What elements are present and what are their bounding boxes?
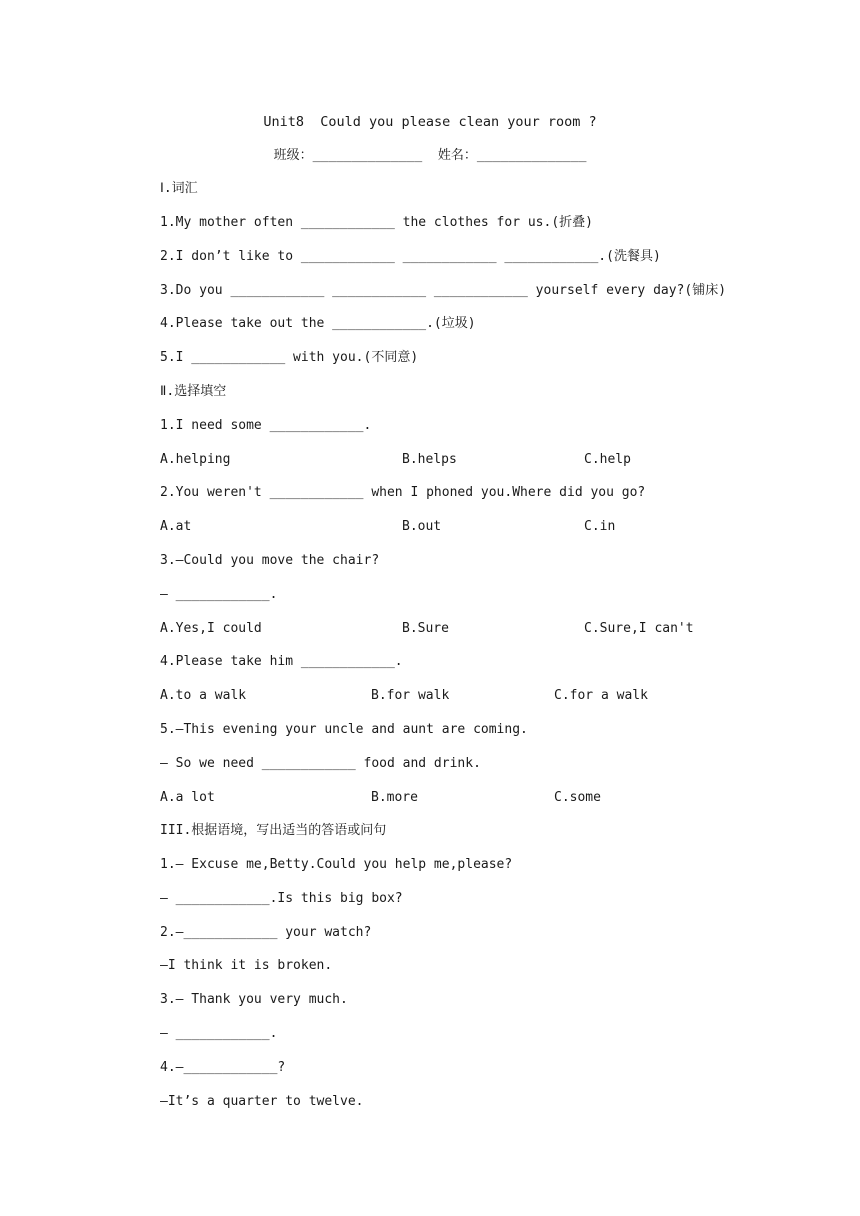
choice-question-4: 4.Please take him ____________. <box>160 654 403 669</box>
q4-option-b: B.for walk <box>371 688 450 703</box>
section-2-heading: Ⅱ.选择填空 <box>160 384 227 399</box>
choice-question-1: 1.I need some ____________. <box>160 418 372 433</box>
choice-question-3: 3.—Could you move the chair? <box>160 553 380 568</box>
q5-option-c: C.some <box>554 790 601 805</box>
dialogue-line-1: 1.— Excuse me,Betty.Could you help me,please? <box>160 857 513 872</box>
q3-option-b: B.Sure <box>402 621 449 636</box>
dialogue-line-6: — ____________. <box>160 1026 278 1041</box>
q2-option-c: C.in <box>584 519 616 534</box>
q1-option-a: A.helping <box>160 452 231 467</box>
dialogue-line-7: 4.—____________? <box>160 1060 286 1075</box>
dialogue-line-5: 3.— Thank you very much. <box>160 992 348 1007</box>
q1-option-b: B.helps <box>402 452 457 467</box>
q3-reply: — ____________. <box>160 587 278 602</box>
page-title: Unit8 Could you please clean your room ? <box>263 114 597 130</box>
q5-reply: — So we need ____________ food and drink. <box>160 756 481 771</box>
q4-option-a: A.to a walk <box>160 688 247 703</box>
vocab-item-4: 4.Please take out the ____________.(垃圾) <box>160 316 476 331</box>
section-1-heading: Ⅰ.词汇 <box>160 181 198 196</box>
choice-question-2: 2.You weren't ____________ when I phoned you.Where did you go? <box>160 485 646 500</box>
vocab-item-3: 3.Do you ____________ ____________ ____________ yourself every day?(铺床) <box>160 283 727 298</box>
class-name-line: 班级：______________ 姓名：______________ <box>273 148 587 163</box>
vocab-item-1: 1.My mother often ____________ the clothes for us.(折叠) <box>160 215 593 230</box>
dialogue-line-3: 2.—____________ your watch? <box>160 925 372 940</box>
choice-question-5: 5.—This evening your uncle and aunt are coming. <box>160 722 528 737</box>
q2-option-b: B.out <box>402 519 442 534</box>
section-3-heading: III.根据语境，写出适当的答语或问句 <box>160 823 387 838</box>
q5-option-b: B.more <box>371 790 418 805</box>
vocab-item-2: 2.I don’t like to ____________ ____________ ____________.(洗餐具) <box>160 249 661 264</box>
dialogue-line-8: —It’s a quarter to twelve. <box>160 1094 364 1109</box>
q1-option-c: C.help <box>584 452 631 467</box>
q3-option-c: C.Sure,I can't <box>584 621 694 636</box>
q2-option-a: A.at <box>160 519 192 534</box>
q5-option-a: A.a lot <box>160 790 215 805</box>
dialogue-line-4: —I think it is broken. <box>160 958 333 973</box>
q3-option-a: A.Yes,I could <box>160 621 262 636</box>
dialogue-line-2: — ____________.Is this big box? <box>160 891 403 906</box>
vocab-item-5: 5.I ____________ with you.(不同意) <box>160 350 419 365</box>
q4-option-c: C.for a walk <box>554 688 648 703</box>
